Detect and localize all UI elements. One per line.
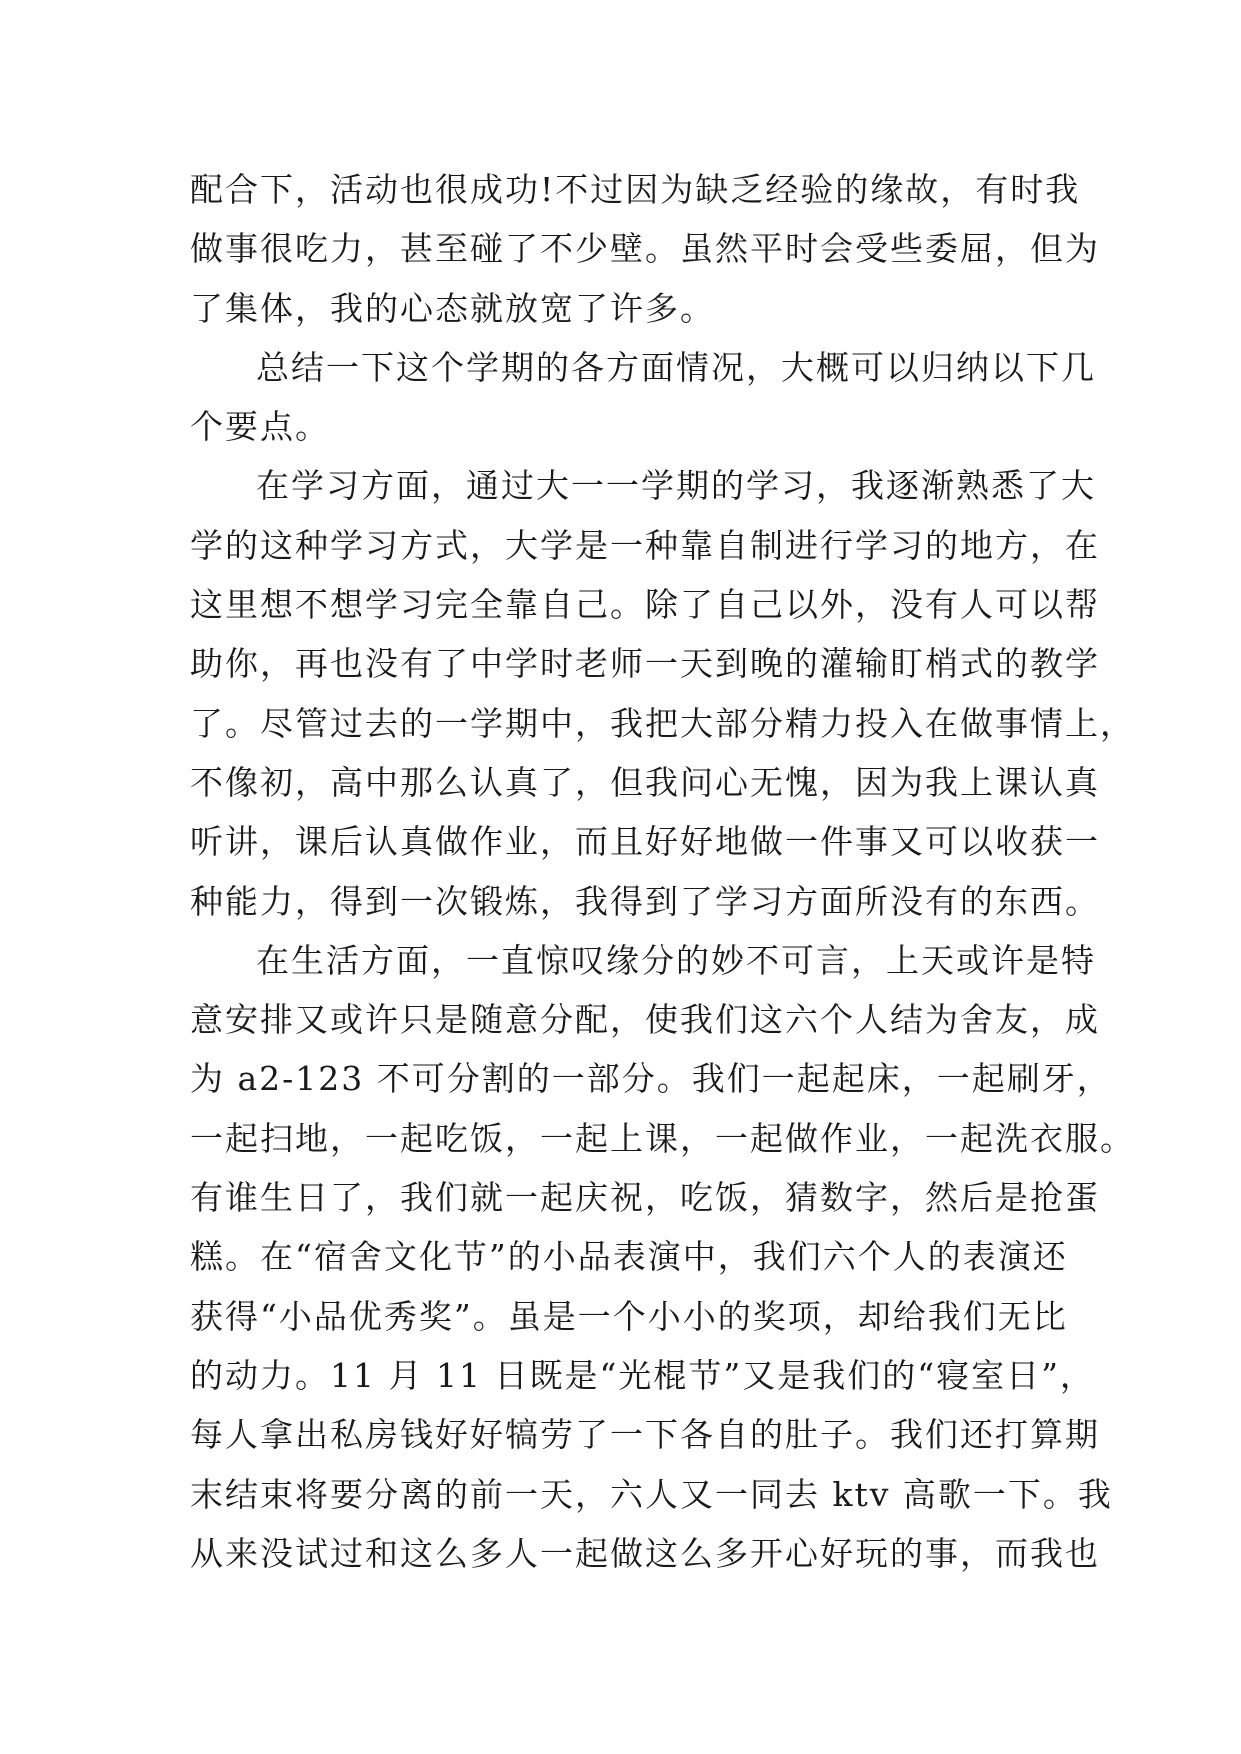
text-line: 种能力，得到一次锻炼，我得到了学习方面所没有的东西。 xyxy=(190,881,1100,921)
text-line: 听讲，课后认真做作业，而且好好地做一件事又可以收获一 xyxy=(190,822,1100,862)
text-line: 总结一下这个学期的各方面情况，大概可以归纳以下几 xyxy=(256,347,1096,387)
text-line: 学的这种学习方式，大学是一种靠自制进行学习的地方，在 xyxy=(190,525,1100,565)
text-line: 的动力。11 月 11 日既是“光棍节”又是我们的“寝室日”， xyxy=(190,1355,1095,1395)
text-line: 意安排又或许只是随意分配，使我们这六个人结为舍友，成 xyxy=(190,1000,1100,1040)
text-line: 每人拿出私房钱好好犒劳了一下各自的肚子。我们还打算期 xyxy=(190,1415,1100,1455)
text-line: 在学习方面，通过大一一学期的学习，我逐渐熟悉了大 xyxy=(256,466,1096,506)
body-text xyxy=(190,160,1135,1583)
text-line: 这里想不想学习完全靠自己。除了自己以外，没有人可以帮 xyxy=(190,585,1100,625)
text-line: 从来没试过和这么多人一起做这么多开心好玩的事，而我也 xyxy=(190,1533,1100,1573)
text-line: 末结束将要分离的前一天，六人又一同去 ktv 高歌一下。我 xyxy=(190,1474,1113,1514)
text-line: 有谁生日了，我们就一起庆祝，吃饭，猜数字，然后是抢蛋 xyxy=(190,1178,1100,1218)
text-line: 做事很吃力，甚至碰了不少壁。虽然平时会受些委屈，但为 xyxy=(190,229,1100,269)
text-line: 不像初，高中那么认真了，但我问心无愧，因为我上课认真 xyxy=(190,762,1100,802)
text-line: 一起扫地，一起吃饭，一起上课，一起做作业，一起洗衣服。 xyxy=(190,1118,1135,1158)
text-line: 在生活方面，一直惊叹缘分的妙不可言，上天或许是特 xyxy=(256,940,1096,980)
text-line: 为 a2-123 不可分割的一部分。我们一起起床，一起刷牙， xyxy=(190,1059,1112,1099)
text-line: 获得“小品优秀奖”。虽是一个小小的奖项，却给我们无比 xyxy=(190,1296,1068,1336)
text-line: 糕。在“宿舍文化节”的小品表演中，我们六个人的表演还 xyxy=(190,1237,1068,1277)
text-line: 了。尽管过去的一学期中，我把大部分精力投入在做事情上， xyxy=(190,703,1135,743)
text-line: 了集体，我的心态就放宽了许多。 xyxy=(190,288,715,328)
text-line: 助你，再也没有了中学时老师一天到晚的灌输盯梢式的教学 xyxy=(190,644,1100,684)
text-line: 个要点。 xyxy=(190,407,330,447)
text-line: 配合下，活动也很成功!不过因为缺乏经验的缘故，有时我 xyxy=(190,170,1081,209)
